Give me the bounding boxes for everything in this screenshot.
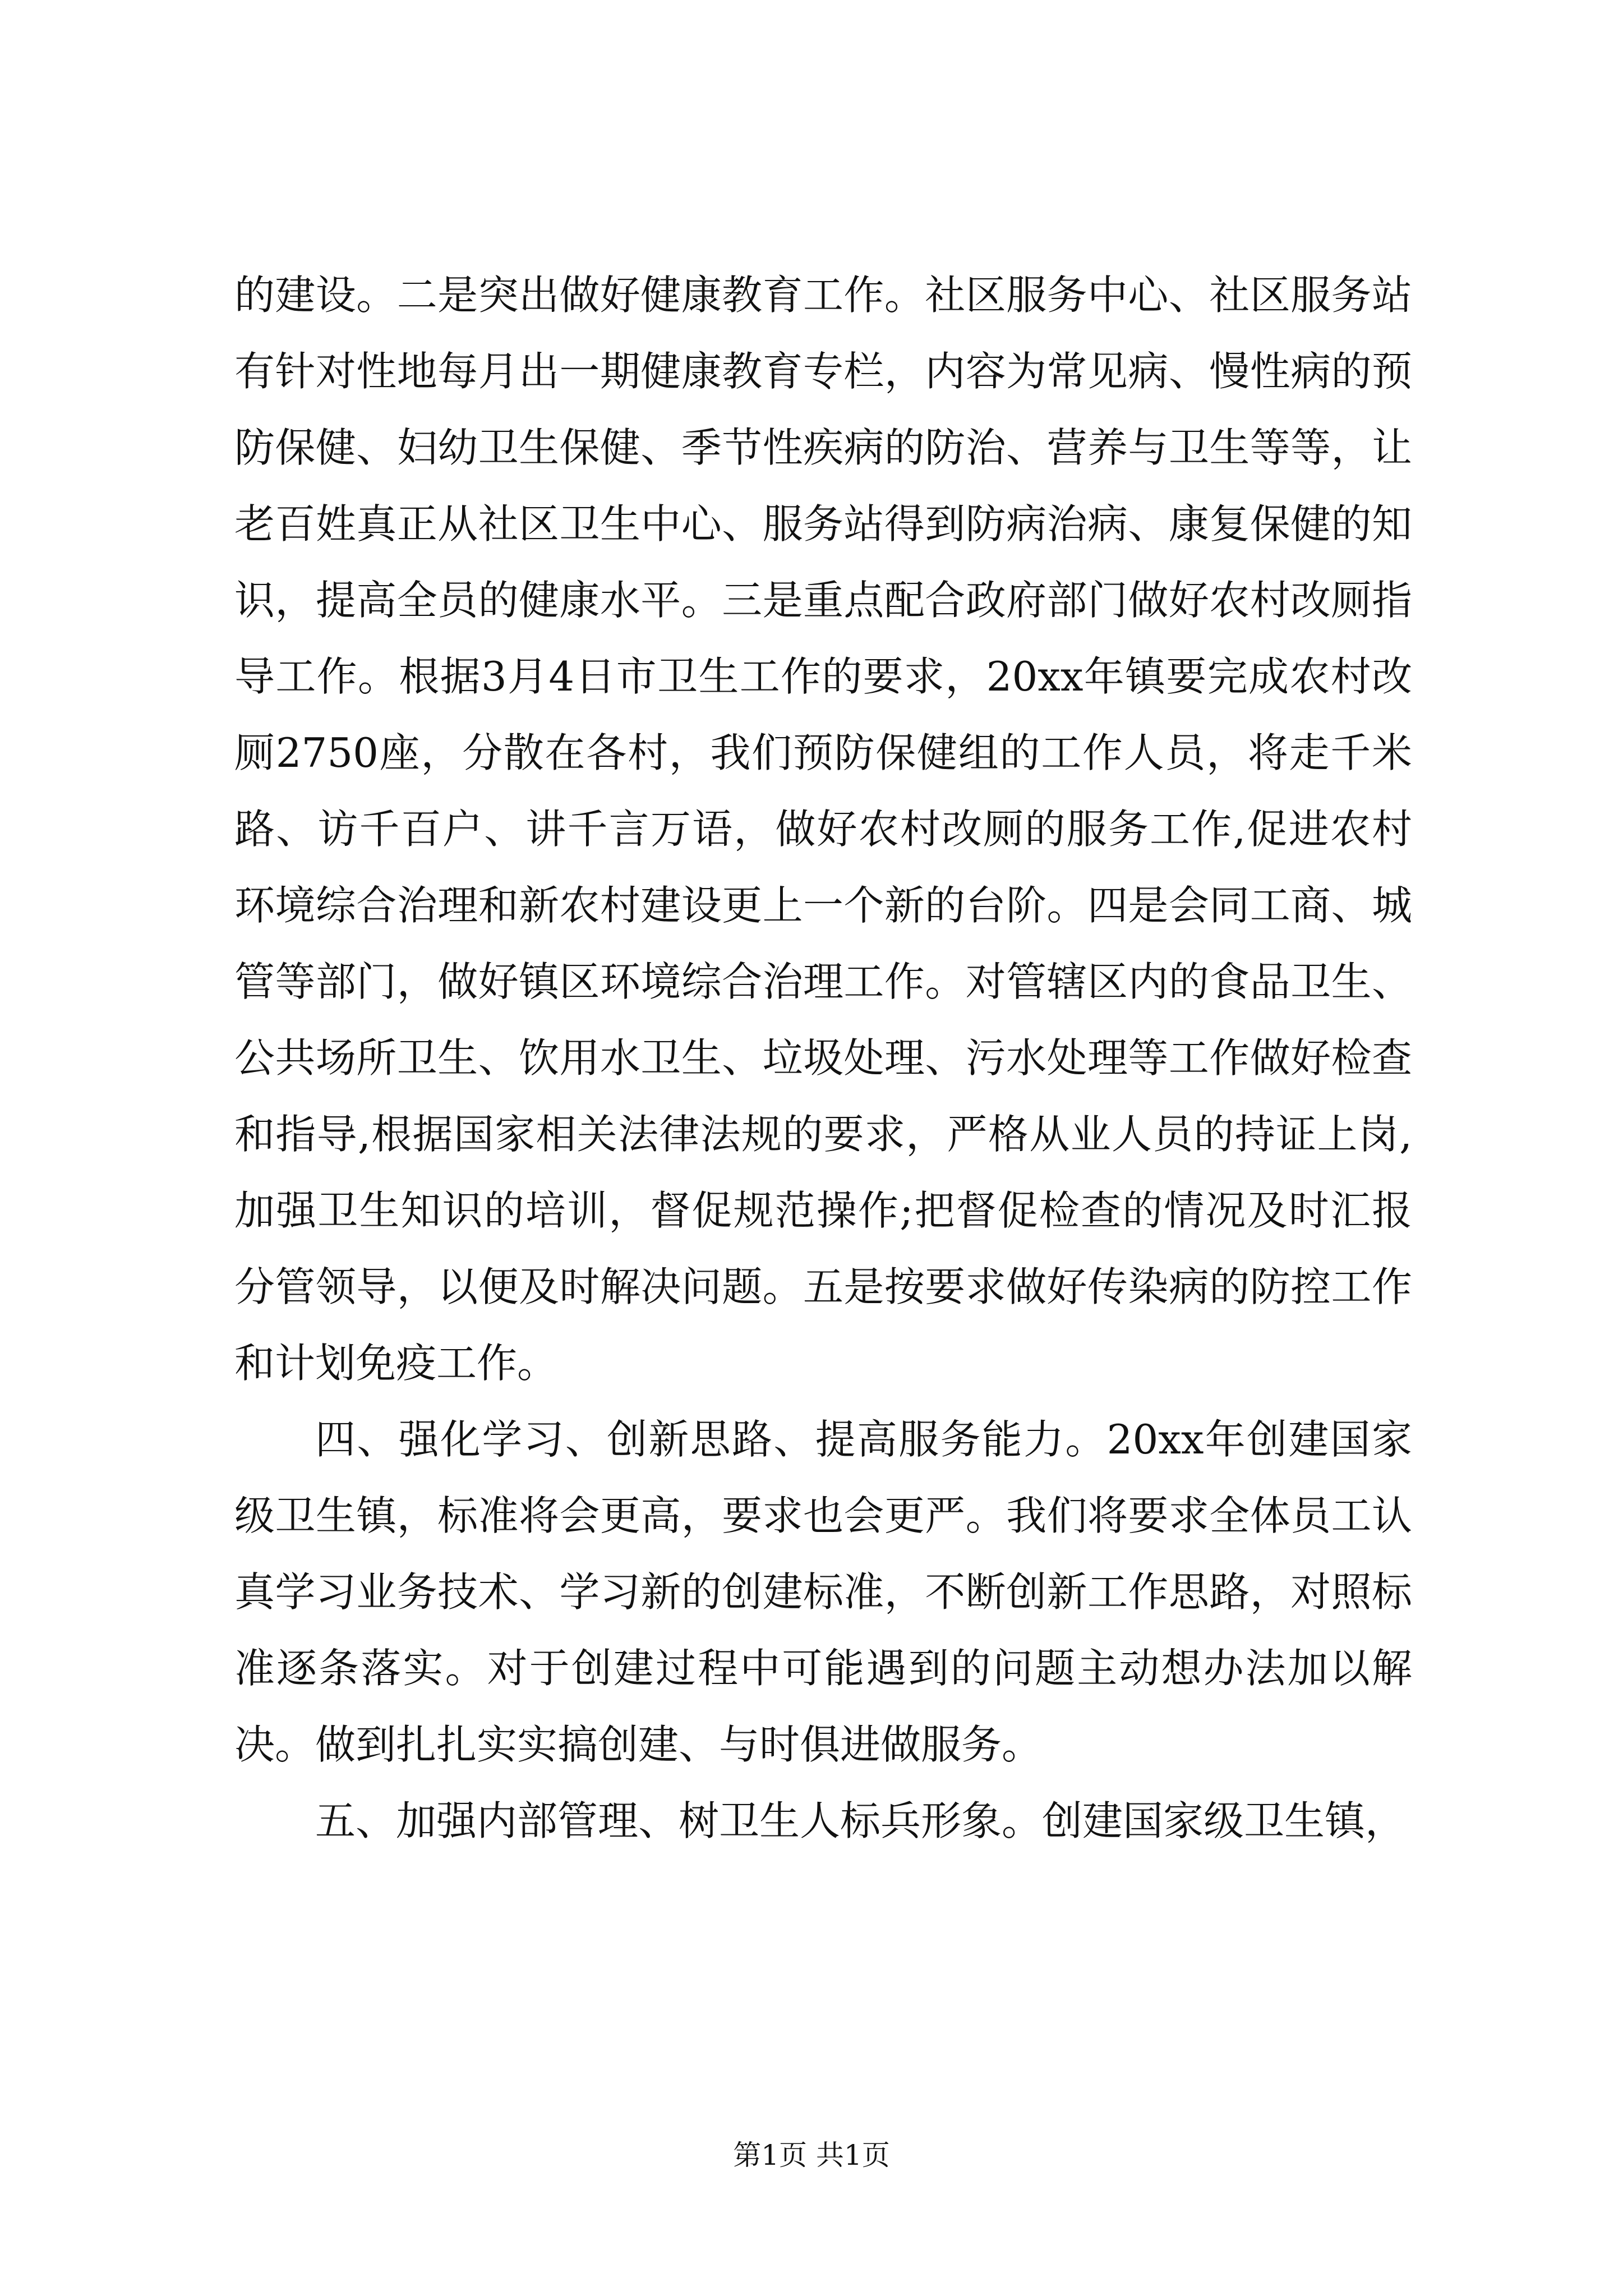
- paragraph-3: 五、加强内部管理、树卫生人标兵形象。创建国家级卫生镇，: [315, 1797, 1406, 1844]
- paragraph-1: 的建设。二是突出做好健康教育工作。社区服务中心、社区服务站有针对性地每月出一期健康教育专栏，内容为常见病、慢性病的预防保健、妇幼卫生保健、季节性疾病的防治、营养与卫生等等，让老百姓真正从社区卫生中心、服务站得到防病治病、康复保健的知识，提高全员的健康水平。三是重点配合政府部门做好农村改厕指导工作。根据3月4日市卫生工作的要求，20xx年镇要完成农村改厕2750座，分散在各村，我们预防保健组的工作人员，将走千米路、访千百户、讲千言万语，做好农村改厕的服务工作,促进农村环境综合治理和新农村建设更上一个新的台阶。四是会同工商、城管等部门，做好镇区环境综合治理工作。对管辖区内的食品卫生、公共场所卫生、饮用水卫生、垃圾处理、污水处理等工作做好检查和指导,根据国家相关法律法规的要求，严格从业人员的持证上岗,加强卫生知识的培训，督促规范操作;把督促检查的情况及时汇报分管领导，以便及时解决问题。五是按要求做好传染病的防控工作和计划免疫工作。: [234, 272, 1412, 1387]
- document-body: [234, 257, 1412, 1859]
- paragraph-2: 四、强化学习、创新思路、提高服务能力。20xx年创建国家级卫生镇，标准将会更高，要求也会更严。我们将要求全体员工认真学习业务技术、学习新的创建标准，不断创新工作思路，对照标准逐条落实。对于创建过程中可能遇到的问题主动想办法加以解决。做到扎扎实实搞创建、与时俱进做服务。: [234, 1416, 1412, 1768]
- page-footer: 第1页 共1页: [733, 2139, 890, 2171]
